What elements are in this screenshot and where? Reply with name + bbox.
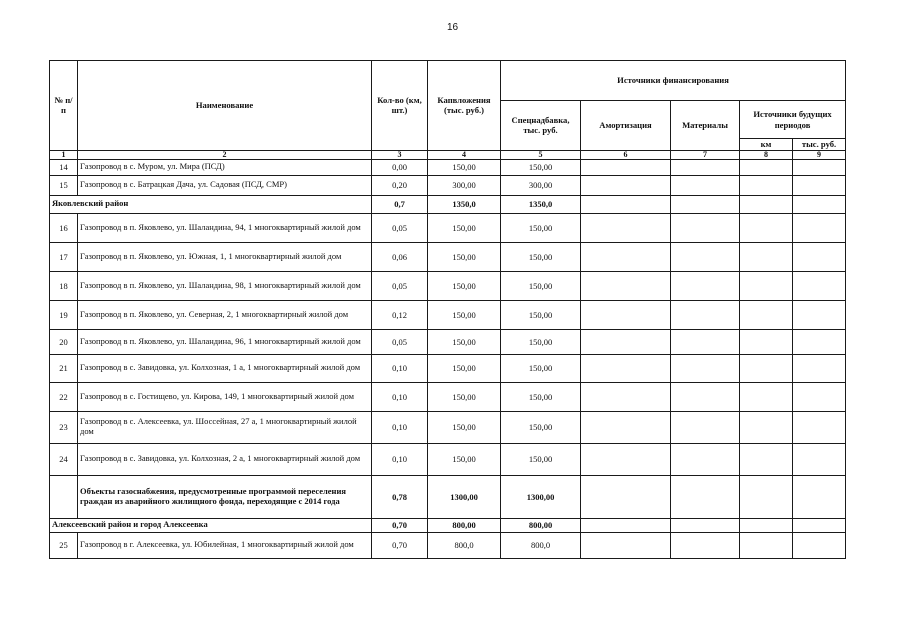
table-row <box>50 213 846 242</box>
row-name: Газопровод в с. Батрацкая Дача, ул. Садовая (ПСД, СМР) <box>78 175 372 195</box>
row-name: Газопровод в п. Яковлево, ул. Шаландина, 98, 1 многоквартирный жилой дом <box>78 271 372 300</box>
row-surcharge: 150,00 <box>501 213 581 242</box>
table-row <box>50 242 846 271</box>
group-invest: 1300,00 <box>428 475 501 518</box>
row-invest: 150,00 <box>428 443 501 475</box>
row-name: Газопровод в п. Яковлево, ул. Шаландина, 96, 1 многоквартирный жилой дом <box>78 329 372 354</box>
row-empty-cell <box>581 159 671 175</box>
row-empty-cell <box>740 518 793 532</box>
row-empty-cell <box>671 382 740 411</box>
table-row <box>50 354 846 382</box>
row-invest: 150,00 <box>428 242 501 271</box>
column-number: 2 <box>78 150 372 159</box>
row-empty-cell <box>671 532 740 558</box>
row-empty-cell <box>793 475 846 518</box>
column-number: 4 <box>428 150 501 159</box>
row-empty-cell <box>740 271 793 300</box>
row-empty-cell <box>671 443 740 475</box>
header-thous-rub: тыс. руб. <box>793 139 846 151</box>
row-empty-cell <box>581 195 671 213</box>
row-invest: 150,00 <box>428 329 501 354</box>
row-surcharge: 150,00 <box>501 159 581 175</box>
section-invest: 1350,0 <box>428 195 501 213</box>
row-empty-cell <box>740 475 793 518</box>
header-materials: Материалы <box>671 101 740 151</box>
table-row <box>50 159 846 175</box>
row-empty-cell <box>671 175 740 195</box>
row-empty-cell <box>671 271 740 300</box>
row-empty-cell <box>671 213 740 242</box>
row-number: 25 <box>50 532 78 558</box>
group-qty: 0,78 <box>372 475 428 518</box>
row-name: Газопровод в с. Гостищево, ул. Кирова, 149, 1 многоквартирный жилой дом <box>78 382 372 411</box>
row-number: 14 <box>50 159 78 175</box>
row-empty-cell <box>740 195 793 213</box>
row-empty-cell <box>740 159 793 175</box>
row-name: Газопровод в г. Алексеевка, ул. Юбилейная, 1 многоквартирный жилой дом <box>78 532 372 558</box>
section-invest: 800,00 <box>428 518 501 532</box>
row-qty: 0,06 <box>372 242 428 271</box>
row-surcharge: 150,00 <box>501 411 581 443</box>
row-name: Газопровод в п. Яковлево, ул. Северная, 2, 1 многоквартирный жилой дом <box>78 300 372 329</box>
row-invest: 150,00 <box>428 271 501 300</box>
row-number: 15 <box>50 175 78 195</box>
row-empty-cell <box>581 300 671 329</box>
row-number: 18 <box>50 271 78 300</box>
table-row <box>50 300 846 329</box>
row-empty-cell <box>50 475 78 518</box>
row-surcharge: 150,00 <box>501 242 581 271</box>
column-number: 8 <box>740 150 793 159</box>
header-future-periods: Источники будущих периодов <box>740 101 846 139</box>
section-qty: 0,7 <box>372 195 428 213</box>
row-empty-cell <box>740 532 793 558</box>
column-number: 7 <box>671 150 740 159</box>
column-number: 6 <box>581 150 671 159</box>
section-surcharge: 800,00 <box>501 518 581 532</box>
table-row <box>50 329 846 354</box>
row-empty-cell <box>793 518 846 532</box>
row-name: Газопровод в п. Яковлево, ул. Шаландина, 94, 1 многоквартирный жилой дом <box>78 213 372 242</box>
row-surcharge: 150,00 <box>501 443 581 475</box>
section-row <box>50 518 846 532</box>
row-empty-cell <box>793 195 846 213</box>
row-empty-cell <box>740 382 793 411</box>
header-km: км <box>740 139 793 151</box>
row-number: 17 <box>50 242 78 271</box>
table-row <box>50 175 846 195</box>
row-name: Газопровод в с. Алексеевка, ул. Шоссейная, 27 а, 1 многоквартирный жилой дом <box>78 411 372 443</box>
table-row <box>50 532 846 558</box>
row-qty: 0,05 <box>372 329 428 354</box>
row-empty-cell <box>740 411 793 443</box>
row-empty-cell <box>671 354 740 382</box>
column-number: 5 <box>501 150 581 159</box>
row-empty-cell <box>793 213 846 242</box>
row-name: Газопровод в с. Муром, ул. Мира (ПСД) <box>78 159 372 175</box>
row-surcharge: 150,00 <box>501 271 581 300</box>
row-invest: 150,00 <box>428 159 501 175</box>
row-empty-cell <box>793 271 846 300</box>
row-invest: 150,00 <box>428 354 501 382</box>
row-qty: 0,10 <box>372 443 428 475</box>
page-number: 16 <box>446 22 459 33</box>
row-qty: 0,10 <box>372 411 428 443</box>
row-empty-cell <box>671 195 740 213</box>
row-empty-cell <box>793 159 846 175</box>
header-name: Наименование <box>78 61 372 151</box>
table-row <box>50 382 846 411</box>
row-empty-cell <box>671 329 740 354</box>
row-invest: 800,0 <box>428 532 501 558</box>
column-numbers-row <box>50 150 846 159</box>
row-number: 16 <box>50 213 78 242</box>
row-empty-cell <box>740 354 793 382</box>
row-surcharge: 150,00 <box>501 329 581 354</box>
row-invest: 150,00 <box>428 213 501 242</box>
row-empty-cell <box>740 443 793 475</box>
row-number: 19 <box>50 300 78 329</box>
row-name: Газопровод в п. Яковлево, ул. Южная, 1, 1 многоквартирный жилой дом <box>78 242 372 271</box>
table-header <box>50 61 846 160</box>
row-qty: 0,05 <box>372 213 428 242</box>
row-empty-cell <box>581 213 671 242</box>
row-empty-cell <box>671 475 740 518</box>
section-qty: 0,70 <box>372 518 428 532</box>
row-qty: 0,00 <box>372 159 428 175</box>
row-number: 21 <box>50 354 78 382</box>
row-surcharge: 300,00 <box>501 175 581 195</box>
row-empty-cell <box>793 242 846 271</box>
row-empty-cell <box>581 518 671 532</box>
row-name: Газопровод в с. Завидовка, ул. Колхозная, 1 а, 1 многоквартирный жилой дом <box>78 354 372 382</box>
row-surcharge: 800,0 <box>501 532 581 558</box>
row-invest: 150,00 <box>428 411 501 443</box>
column-number: 1 <box>50 150 78 159</box>
group-row <box>50 475 846 518</box>
row-qty: 0,10 <box>372 354 428 382</box>
section-surcharge: 1350,0 <box>501 195 581 213</box>
row-number: 22 <box>50 382 78 411</box>
section-row <box>50 195 846 213</box>
row-qty: 0,05 <box>372 271 428 300</box>
table-body <box>50 159 846 558</box>
row-empty-cell <box>581 329 671 354</box>
row-empty-cell <box>793 354 846 382</box>
row-invest: 150,00 <box>428 300 501 329</box>
row-empty-cell <box>581 382 671 411</box>
row-empty-cell <box>793 443 846 475</box>
row-surcharge: 150,00 <box>501 354 581 382</box>
row-empty-cell <box>671 300 740 329</box>
row-invest: 150,00 <box>428 382 501 411</box>
row-empty-cell <box>793 411 846 443</box>
row-number: 20 <box>50 329 78 354</box>
row-name: Газопровод в с. Завидовка, ул. Колхозная, 2 а, 1 многоквартирный жилой дом <box>78 443 372 475</box>
row-empty-cell <box>581 411 671 443</box>
header-amortization: Амортизация <box>581 101 671 151</box>
row-empty-cell <box>793 300 846 329</box>
row-empty-cell <box>671 242 740 271</box>
row-empty-cell <box>740 242 793 271</box>
row-invest: 300,00 <box>428 175 501 195</box>
row-surcharge: 150,00 <box>501 300 581 329</box>
header-surcharge: Спецнадбавка, тыс. руб. <box>501 101 581 151</box>
table-row <box>50 271 846 300</box>
row-qty: 0,12 <box>372 300 428 329</box>
row-empty-cell <box>581 242 671 271</box>
group-surcharge: 1300,00 <box>501 475 581 518</box>
row-number: 24 <box>50 443 78 475</box>
row-empty-cell <box>740 329 793 354</box>
group-name: Объекты газоснабжения, предусмотренные программой переселения граждан из аварийного жилищного фонда, переходящие с 2014 года <box>78 475 372 518</box>
row-empty-cell <box>581 443 671 475</box>
row-empty-cell <box>740 300 793 329</box>
row-qty: 0,70 <box>372 532 428 558</box>
row-empty-cell <box>671 518 740 532</box>
row-empty-cell <box>793 329 846 354</box>
row-number: 23 <box>50 411 78 443</box>
section-name: Яковлевский район <box>50 195 372 213</box>
row-qty: 0,10 <box>372 382 428 411</box>
row-qty: 0,20 <box>372 175 428 195</box>
section-name: Алексеевский район и город Алексеевка <box>50 518 372 532</box>
row-empty-cell <box>581 475 671 518</box>
row-empty-cell <box>581 354 671 382</box>
row-empty-cell <box>740 175 793 195</box>
row-empty-cell <box>581 532 671 558</box>
table-row <box>50 443 846 475</box>
row-empty-cell <box>671 411 740 443</box>
header-sources: Источники финансирования <box>501 61 846 101</box>
column-number: 3 <box>372 150 428 159</box>
row-empty-cell <box>671 159 740 175</box>
financing-table <box>49 60 846 559</box>
row-empty-cell <box>581 175 671 195</box>
row-empty-cell <box>793 532 846 558</box>
row-empty-cell <box>740 213 793 242</box>
header-no: № п/п <box>50 61 78 151</box>
header-invest: Капвложения (тыс. руб.) <box>428 61 501 151</box>
row-empty-cell <box>581 271 671 300</box>
row-surcharge: 150,00 <box>501 382 581 411</box>
row-empty-cell <box>793 175 846 195</box>
column-number: 9 <box>793 150 846 159</box>
row-empty-cell <box>793 382 846 411</box>
table-row <box>50 411 846 443</box>
header-qty: Кол-во (км, шт.) <box>372 61 428 151</box>
